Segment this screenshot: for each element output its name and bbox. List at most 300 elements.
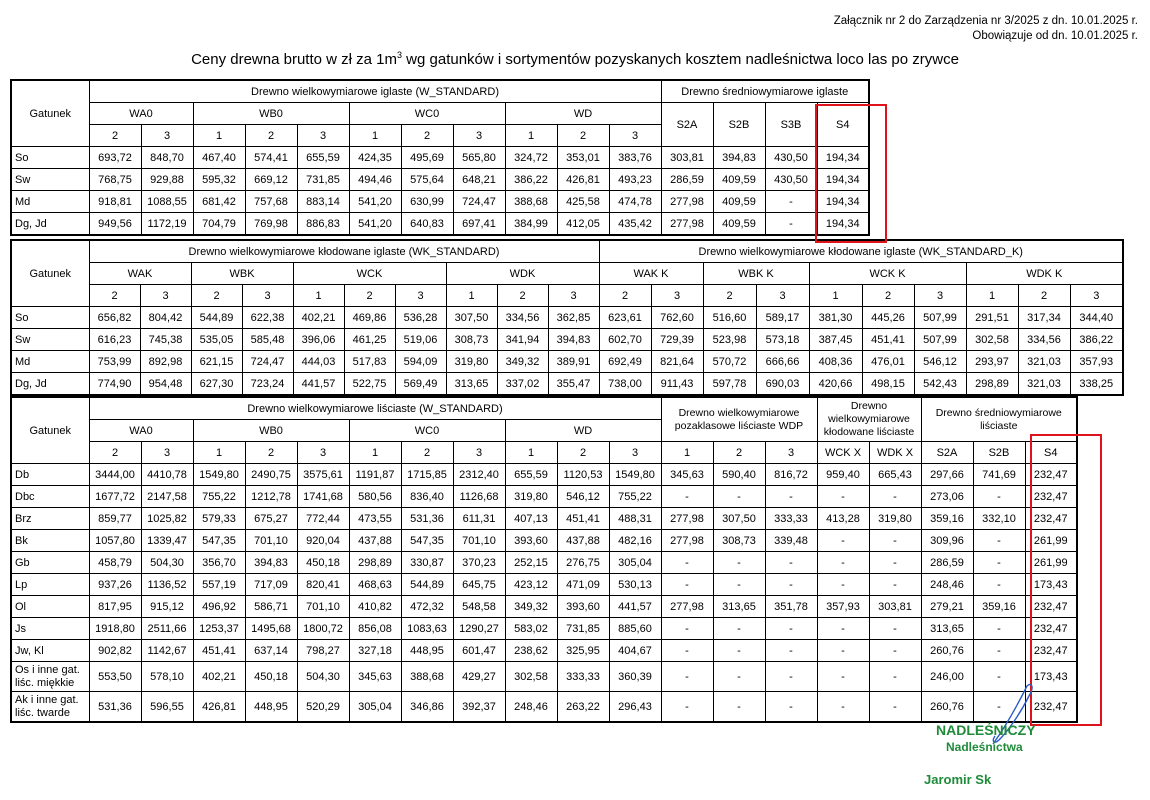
class-header: 2 bbox=[89, 442, 141, 464]
price-cell: 589,17 bbox=[756, 307, 809, 329]
table-broadleaf bbox=[10, 396, 1078, 723]
price-cell: 408,36 bbox=[809, 351, 862, 373]
class-header: 1 bbox=[505, 442, 557, 464]
price-cell: 590,40 bbox=[713, 464, 765, 486]
price-cell: 516,60 bbox=[703, 307, 756, 329]
annex-note bbox=[834, 14, 1138, 44]
price-cell: 319,80 bbox=[446, 351, 497, 373]
price-cell: 2490,75 bbox=[245, 464, 297, 486]
price-cell: 848,70 bbox=[141, 147, 193, 169]
price-cell: - bbox=[817, 552, 869, 574]
price-cell: 772,44 bbox=[297, 508, 349, 530]
price-cell: 345,63 bbox=[661, 464, 713, 486]
price-cell: 597,78 bbox=[703, 373, 756, 396]
price-cell: 277,98 bbox=[661, 530, 713, 552]
class-header: 2 bbox=[599, 285, 651, 307]
price-cell: 425,58 bbox=[557, 191, 609, 213]
price-cell: 435,42 bbox=[609, 213, 661, 236]
price-cell: 704,79 bbox=[193, 213, 245, 236]
price-cell: - bbox=[765, 692, 817, 723]
group-header: Drewno wielkowymiarowe kłodowane iglaste (WK_STANDARD_K) bbox=[599, 240, 1123, 263]
price-cell: 394,83 bbox=[245, 552, 297, 574]
table-row bbox=[11, 618, 1077, 640]
class-header: 2 bbox=[713, 442, 765, 464]
price-cell: 724,47 bbox=[242, 351, 293, 373]
price-cell: 1495,68 bbox=[245, 618, 297, 640]
class-header: 2 bbox=[557, 125, 609, 147]
price-cell: - bbox=[765, 662, 817, 692]
subgroup-header: WA0 bbox=[89, 420, 193, 442]
price-cell: 885,60 bbox=[609, 618, 661, 640]
price-cell: 627,30 bbox=[191, 373, 242, 396]
price-cell: - bbox=[713, 552, 765, 574]
price-cell: 351,78 bbox=[765, 596, 817, 618]
price-cell: 232,47 bbox=[1025, 464, 1077, 486]
price-cell: 396,06 bbox=[293, 329, 344, 351]
price-cell: - bbox=[869, 574, 921, 596]
price-cell: 194,34 bbox=[817, 169, 869, 191]
price-cell: 423,12 bbox=[505, 574, 557, 596]
price-cell: 495,69 bbox=[401, 147, 453, 169]
subgroup-header: WDK bbox=[446, 263, 599, 285]
price-cell: - bbox=[661, 486, 713, 508]
price-cell: 445,26 bbox=[862, 307, 914, 329]
price-cell: 296,43 bbox=[609, 692, 661, 723]
price-cell: 918,81 bbox=[89, 191, 141, 213]
price-cell: 409,59 bbox=[713, 169, 765, 191]
price-cell: - bbox=[765, 574, 817, 596]
price-cell: 536,28 bbox=[395, 307, 446, 329]
class-header: 3 bbox=[651, 285, 703, 307]
price-cell: 697,41 bbox=[453, 213, 505, 236]
price-cell: 507,99 bbox=[914, 329, 966, 351]
price-cell: 565,80 bbox=[453, 147, 505, 169]
price-cell: - bbox=[765, 618, 817, 640]
price-cell: 616,23 bbox=[89, 329, 140, 351]
price-cell: 386,22 bbox=[505, 169, 557, 191]
price-cell: 569,49 bbox=[395, 373, 446, 396]
class-header: 2 bbox=[89, 285, 140, 307]
annex-line-2: Obowiązuje od dn. 10.01.2025 r. bbox=[972, 30, 1138, 42]
subgroup-header: WAK bbox=[89, 263, 191, 285]
price-cell: 959,40 bbox=[817, 464, 869, 486]
subgroup-header: WB0 bbox=[193, 420, 349, 442]
subgroup-header: WBK K bbox=[703, 263, 809, 285]
price-cell: 261,99 bbox=[1025, 552, 1077, 574]
price-cell: 547,35 bbox=[401, 530, 453, 552]
price-cell: 356,70 bbox=[193, 552, 245, 574]
price-cell: 353,01 bbox=[557, 147, 609, 169]
price-cell: 883,14 bbox=[297, 191, 349, 213]
price-cell: 402,21 bbox=[193, 662, 245, 692]
price-cell: 768,75 bbox=[89, 169, 141, 191]
price-cell: 319,80 bbox=[505, 486, 557, 508]
price-cell: 246,00 bbox=[921, 662, 973, 692]
species-cell: Db bbox=[11, 464, 89, 486]
price-cell: 260,76 bbox=[921, 692, 973, 723]
price-cell: - bbox=[869, 552, 921, 574]
price-cell: 541,20 bbox=[349, 191, 401, 213]
price-cell: 173,43 bbox=[1025, 662, 1077, 692]
price-cell: 621,15 bbox=[191, 351, 242, 373]
table-row bbox=[11, 464, 1077, 486]
class-header: 2 bbox=[557, 442, 609, 464]
price-cell: 451,41 bbox=[193, 640, 245, 662]
price-cell: - bbox=[713, 574, 765, 596]
price-cell: 232,47 bbox=[1025, 508, 1077, 530]
price-cell: 1800,72 bbox=[297, 618, 349, 640]
price-cell: 194,34 bbox=[817, 147, 869, 169]
price-cell: 2312,40 bbox=[453, 464, 505, 486]
price-cell: 420,66 bbox=[809, 373, 862, 396]
price-cell: - bbox=[869, 662, 921, 692]
price-cell: 333,33 bbox=[765, 508, 817, 530]
price-cell: 286,59 bbox=[921, 552, 973, 574]
price-cell: 410,82 bbox=[349, 596, 401, 618]
price-cell: 482,16 bbox=[609, 530, 661, 552]
price-cell: 1253,37 bbox=[193, 618, 245, 640]
class-header: 1 bbox=[966, 285, 1018, 307]
price-cell: 413,28 bbox=[817, 508, 869, 530]
price-cell: 471,09 bbox=[557, 574, 609, 596]
price-cell: 467,40 bbox=[193, 147, 245, 169]
price-cell: 1191,87 bbox=[349, 464, 401, 486]
species-cell: Os i inne gat. liśc. miękkie bbox=[11, 662, 89, 692]
title-rest: wg gatunków i sortymentów pozyskanych kosztem nadleśnictwa loco las po zrywce bbox=[402, 51, 959, 68]
price-cell: 194,34 bbox=[817, 191, 869, 213]
price-cell: 409,59 bbox=[713, 191, 765, 213]
price-cell: 291,51 bbox=[966, 307, 1018, 329]
price-cell: 370,23 bbox=[453, 552, 505, 574]
table-row bbox=[11, 692, 1077, 723]
price-cell: 313,65 bbox=[713, 596, 765, 618]
class-header: S2B bbox=[713, 103, 765, 147]
price-cell: 389,91 bbox=[548, 351, 599, 373]
class-header: WDK X bbox=[869, 442, 921, 464]
class-header: 1 bbox=[349, 442, 401, 464]
price-cell: 232,47 bbox=[1025, 640, 1077, 662]
table-row bbox=[11, 213, 869, 236]
price-cell: 232,47 bbox=[1025, 618, 1077, 640]
price-cell: 173,43 bbox=[1025, 574, 1077, 596]
price-cell: 541,20 bbox=[349, 213, 401, 236]
price-cell: 553,50 bbox=[89, 662, 141, 692]
price-cell: - bbox=[817, 662, 869, 692]
class-header: 2 bbox=[401, 125, 453, 147]
price-cell: 640,83 bbox=[401, 213, 453, 236]
subgroup-header: WC0 bbox=[349, 420, 505, 442]
price-cell: 859,77 bbox=[89, 508, 141, 530]
price-cell: 252,15 bbox=[505, 552, 557, 574]
price-cell: 333,33 bbox=[557, 662, 609, 692]
price-cell: 836,40 bbox=[401, 486, 453, 508]
price-cell: 655,59 bbox=[505, 464, 557, 486]
species-cell: Dg, Jd bbox=[11, 213, 89, 236]
price-cell: 308,73 bbox=[713, 530, 765, 552]
price-cell: 194,34 bbox=[817, 213, 869, 236]
price-cell: 384,99 bbox=[505, 213, 557, 236]
price-cell: 929,88 bbox=[141, 169, 193, 191]
price-cell: 305,04 bbox=[609, 552, 661, 574]
price-cell: 578,10 bbox=[141, 662, 193, 692]
subgroup-header: WDK K bbox=[966, 263, 1123, 285]
price-cell: 426,81 bbox=[557, 169, 609, 191]
species-cell: Md bbox=[11, 191, 89, 213]
price-cell: 762,60 bbox=[651, 307, 703, 329]
class-header: 1 bbox=[293, 285, 344, 307]
price-cell: - bbox=[661, 552, 713, 574]
subgroup-header: WA0 bbox=[89, 103, 193, 125]
price-cell: 731,85 bbox=[297, 169, 349, 191]
price-cell: 579,33 bbox=[193, 508, 245, 530]
price-cell: - bbox=[973, 662, 1025, 692]
price-cell: 723,24 bbox=[242, 373, 293, 396]
price-cell: 277,98 bbox=[661, 191, 713, 213]
price-cell: 448,95 bbox=[245, 692, 297, 723]
price-cell: 531,36 bbox=[89, 692, 141, 723]
class-header: 1 bbox=[193, 125, 245, 147]
price-cell: 344,40 bbox=[1070, 307, 1123, 329]
price-cell: - bbox=[817, 486, 869, 508]
price-cell: 324,72 bbox=[505, 147, 557, 169]
price-cell: 755,22 bbox=[193, 486, 245, 508]
price-cell: 741,69 bbox=[973, 464, 1025, 486]
price-cell: 544,89 bbox=[401, 574, 453, 596]
price-cell: 248,46 bbox=[921, 574, 973, 596]
price-cell: 330,87 bbox=[401, 552, 453, 574]
price-cell: 3575,61 bbox=[297, 464, 349, 486]
price-cell: 637,14 bbox=[245, 640, 297, 662]
price-cell: 469,86 bbox=[344, 307, 395, 329]
stamp-name: Jaromir Sk bbox=[924, 772, 992, 787]
price-cell: 1290,27 bbox=[453, 618, 505, 640]
price-cell: 544,89 bbox=[191, 307, 242, 329]
price-cell: 821,64 bbox=[651, 351, 703, 373]
class-header: 3 bbox=[1070, 285, 1123, 307]
price-cell: 656,82 bbox=[89, 307, 140, 329]
class-header: 2 bbox=[245, 442, 297, 464]
class-header: 2 bbox=[703, 285, 756, 307]
price-cell: 346,86 bbox=[401, 692, 453, 723]
price-cell: 769,98 bbox=[245, 213, 297, 236]
price-cell: 468,63 bbox=[349, 574, 401, 596]
table-row bbox=[11, 351, 1123, 373]
class-header: 2 bbox=[862, 285, 914, 307]
table-row bbox=[11, 574, 1077, 596]
price-cell: 394,83 bbox=[548, 329, 599, 351]
subgroup-header: WD bbox=[505, 103, 661, 125]
price-cell: - bbox=[973, 552, 1025, 574]
price-cell: - bbox=[765, 213, 817, 236]
price-cell: - bbox=[713, 662, 765, 692]
price-cell: 313,65 bbox=[446, 373, 497, 396]
title-superscript: 3 bbox=[396, 50, 402, 60]
table-row bbox=[11, 662, 1077, 692]
price-cell: 360,39 bbox=[609, 662, 661, 692]
price-cell: 701,10 bbox=[453, 530, 505, 552]
price-cell: 886,83 bbox=[297, 213, 349, 236]
price-cell: 298,89 bbox=[349, 552, 401, 574]
price-cell: 595,32 bbox=[193, 169, 245, 191]
price-cell: 1172,19 bbox=[141, 213, 193, 236]
price-cell: 546,12 bbox=[557, 486, 609, 508]
price-cell: - bbox=[765, 191, 817, 213]
class-header: S2A bbox=[661, 103, 713, 147]
price-cell: 388,68 bbox=[401, 662, 453, 692]
price-cell: 429,27 bbox=[453, 662, 505, 692]
price-cell: 392,37 bbox=[453, 692, 505, 723]
price-cell: 276,75 bbox=[557, 552, 609, 574]
group-header: Drewno średniowymiarowe iglaste bbox=[661, 80, 869, 103]
price-cell: 573,18 bbox=[756, 329, 809, 351]
price-cell: 1741,68 bbox=[297, 486, 349, 508]
price-cell: - bbox=[661, 574, 713, 596]
species-cell: Ak i inne gat. liśc. twarde bbox=[11, 692, 89, 723]
class-header: S2B bbox=[973, 442, 1025, 464]
class-header: 3 bbox=[548, 285, 599, 307]
price-cell: - bbox=[973, 692, 1025, 723]
price-cell: 321,03 bbox=[1018, 351, 1070, 373]
subgroup-header: WD bbox=[505, 420, 661, 442]
price-cell: 493,23 bbox=[609, 169, 661, 191]
price-cell: 542,43 bbox=[914, 373, 966, 396]
price-cell: 334,56 bbox=[1018, 329, 1070, 351]
price-cell: 303,81 bbox=[661, 147, 713, 169]
price-cell: 623,61 bbox=[599, 307, 651, 329]
price-cell: 580,56 bbox=[349, 486, 401, 508]
price-cell: 303,81 bbox=[869, 596, 921, 618]
table-row bbox=[11, 307, 1123, 329]
price-cell: 856,08 bbox=[349, 618, 401, 640]
price-cell: - bbox=[817, 640, 869, 662]
price-cell: 305,04 bbox=[349, 692, 401, 723]
price-cell: 547,35 bbox=[193, 530, 245, 552]
species-header: Gatunek bbox=[11, 80, 89, 147]
price-cell: 359,16 bbox=[921, 508, 973, 530]
price-cell: - bbox=[817, 530, 869, 552]
class-header: 2 bbox=[89, 125, 141, 147]
price-cell: 325,95 bbox=[557, 640, 609, 662]
price-cell: 441,57 bbox=[293, 373, 344, 396]
title-main: Ceny drewna brutto w zł za 1m bbox=[191, 51, 397, 68]
class-header: 1 bbox=[349, 125, 401, 147]
price-cell: 648,21 bbox=[453, 169, 505, 191]
price-cell: 426,81 bbox=[193, 692, 245, 723]
price-cell: 461,25 bbox=[344, 329, 395, 351]
price-cell: 774,90 bbox=[89, 373, 140, 396]
stamp-title: NADLEŚNICZY bbox=[936, 722, 1036, 738]
subgroup-header: WAK K bbox=[599, 263, 703, 285]
price-cell: 3444,00 bbox=[89, 464, 141, 486]
class-header: S3B bbox=[765, 103, 817, 147]
price-cell: 575,64 bbox=[401, 169, 453, 191]
price-cell: 297,66 bbox=[921, 464, 973, 486]
price-cell: 1549,80 bbox=[193, 464, 245, 486]
species-cell: Sw bbox=[11, 329, 89, 351]
group-header: Drewno wielkowymiarowe iglaste (W_STANDARD) bbox=[89, 80, 661, 103]
class-header: 3 bbox=[242, 285, 293, 307]
price-cell: - bbox=[973, 530, 1025, 552]
price-cell: 338,25 bbox=[1070, 373, 1123, 396]
stamp-subtitle: Nadleśnictwa bbox=[946, 740, 1023, 754]
group-header: Drewno wielkowymiarowe kłodowane iglaste (WK_STANDARD) bbox=[89, 240, 599, 263]
price-cell: - bbox=[869, 692, 921, 723]
class-header: S2A bbox=[921, 442, 973, 464]
price-cell: 334,56 bbox=[497, 307, 548, 329]
class-header: 2 bbox=[497, 285, 548, 307]
species-cell: Jw, Kl bbox=[11, 640, 89, 662]
group-header: Drewno wielkowymiarowe pozaklasowe liściaste WDP bbox=[661, 397, 817, 442]
price-cell: 307,50 bbox=[713, 508, 765, 530]
price-cell: - bbox=[869, 486, 921, 508]
price-cell: 332,10 bbox=[973, 508, 1025, 530]
price-cell: 2147,58 bbox=[141, 486, 193, 508]
price-cell: 450,18 bbox=[245, 662, 297, 692]
price-cell: 630,99 bbox=[401, 191, 453, 213]
price-cell: - bbox=[973, 640, 1025, 662]
class-header: 2 bbox=[191, 285, 242, 307]
price-cell: 349,32 bbox=[505, 596, 557, 618]
price-cell: 381,30 bbox=[809, 307, 862, 329]
price-cell: 337,02 bbox=[497, 373, 548, 396]
price-cell: - bbox=[661, 618, 713, 640]
price-cell: 681,42 bbox=[193, 191, 245, 213]
price-cell: 472,32 bbox=[401, 596, 453, 618]
group-header: Drewno wielkowymiarowe liściaste (W_STANDARD) bbox=[89, 397, 661, 420]
species-cell: Gb bbox=[11, 552, 89, 574]
price-cell: 321,03 bbox=[1018, 373, 1070, 396]
table-row bbox=[11, 191, 869, 213]
price-cell: - bbox=[973, 574, 1025, 596]
price-cell: - bbox=[661, 640, 713, 662]
price-cell: 911,43 bbox=[651, 373, 703, 396]
price-cell: 277,98 bbox=[661, 596, 713, 618]
price-cell: 387,45 bbox=[809, 329, 862, 351]
price-cell: 339,48 bbox=[765, 530, 817, 552]
price-cell: 665,43 bbox=[869, 464, 921, 486]
price-cell: 277,98 bbox=[661, 213, 713, 236]
price-cell: 307,50 bbox=[446, 307, 497, 329]
price-cell: 1088,55 bbox=[141, 191, 193, 213]
price-cell: 302,58 bbox=[505, 662, 557, 692]
price-cell: 622,38 bbox=[242, 307, 293, 329]
price-cell: 669,12 bbox=[245, 169, 297, 191]
price-cell: 693,72 bbox=[89, 147, 141, 169]
class-header: 2 bbox=[245, 125, 297, 147]
price-cell: 309,96 bbox=[921, 530, 973, 552]
price-cell: 738,00 bbox=[599, 373, 651, 396]
price-cell: 1918,80 bbox=[89, 618, 141, 640]
table-row bbox=[11, 169, 869, 191]
class-header: 3 bbox=[395, 285, 446, 307]
price-cell: 535,05 bbox=[191, 329, 242, 351]
price-cell: 293,97 bbox=[966, 351, 1018, 373]
class-header: 3 bbox=[609, 125, 661, 147]
class-header: 3 bbox=[453, 442, 505, 464]
species-cell: So bbox=[11, 147, 89, 169]
price-cell: 602,70 bbox=[599, 329, 651, 351]
class-header: 3 bbox=[297, 442, 349, 464]
price-cell: - bbox=[713, 640, 765, 662]
table-conifer-logged bbox=[10, 239, 1124, 396]
price-cell: 273,06 bbox=[921, 486, 973, 508]
price-cell: 349,32 bbox=[497, 351, 548, 373]
price-cell: 248,46 bbox=[505, 692, 557, 723]
price-cell: 341,94 bbox=[497, 329, 548, 351]
price-cell: 345,63 bbox=[349, 662, 401, 692]
price-cell: 302,58 bbox=[966, 329, 1018, 351]
price-cell: 261,99 bbox=[1025, 530, 1077, 552]
